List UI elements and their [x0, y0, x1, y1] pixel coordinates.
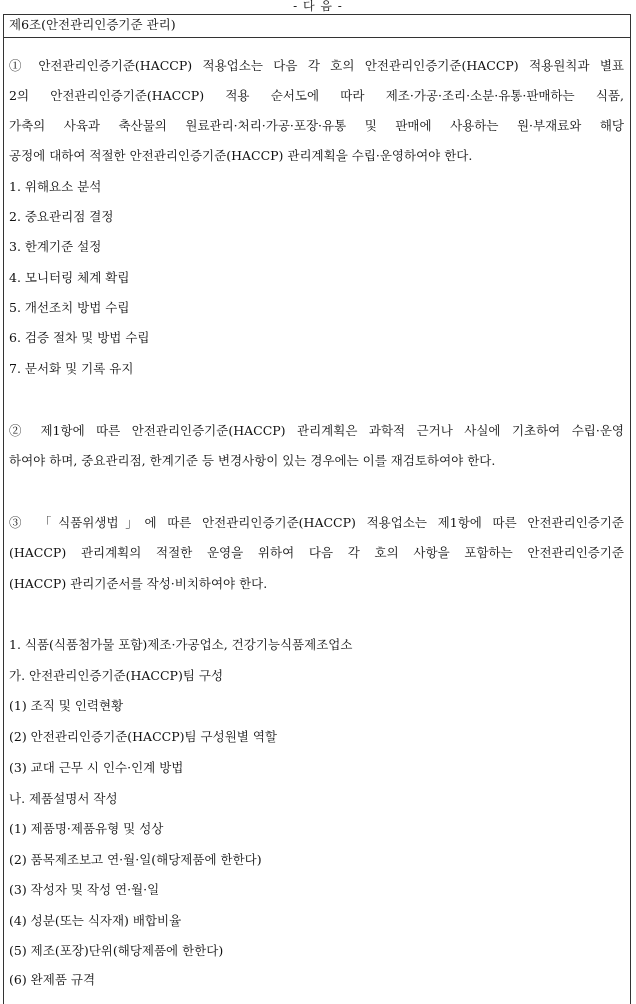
principle-item-2: 2. 중요관리점 결정	[9, 209, 114, 224]
list-item: 1. 식품(식품첨가물 포함)제조·가공업소, 건강기능식품제조업소	[9, 637, 353, 652]
list-item: (4) 성분(또는 식자재) 배합비율	[9, 913, 182, 928]
page-header: - 다 음 -	[293, 0, 343, 13]
list-item: (3) 교대 근무 시 인수·인계 방법	[9, 760, 184, 775]
list-item: 가. 안전관리인증기준(HACCP)팀 구성	[9, 668, 224, 683]
title-divider	[4, 37, 630, 38]
list-item: (1) 조직 및 인력현황	[9, 698, 124, 713]
para3-line-2: (HACCP) 관리계획의 적절한 운영을 위하여 다음 각 호의 사항을 포함하는 안전관리인증기준	[9, 545, 624, 560]
list-item: (2) 품목제조보고 연·월·일(해당제품에 한한다)	[9, 852, 262, 867]
principle-item-4: 4. 모니터링 체계 확립	[9, 270, 130, 285]
list-item: (5) 제조(포장)단위(해당제품에 한한다)	[9, 943, 224, 958]
article-title: 제6조(안전관리인증기준 관리)	[9, 17, 176, 32]
principle-item-1: 1. 위해요소 분석	[9, 179, 102, 194]
list-item: (2) 안전관리인증기준(HACCP)팀 구성원별 역할	[9, 729, 277, 744]
para1-line-3: 가축의 사육과 축산물의 원료관리·처리·가공·포장·유통 및 판매에 사용하는 원·부재료와 해당	[9, 118, 624, 133]
para1-line-4: 공정에 대하여 적절한 안전관리인증기준(HACCP) 관리계획을 수립·운영하여야 한다.	[9, 148, 473, 163]
para1-line-1: ① 안전관리인증기준(HACCP) 적용업소는 다음 각 호의 안전관리인증기준(HACCP) 적용원칙과 별표	[9, 58, 624, 73]
list-item: (1) 제품명·제품유형 및 성상	[9, 821, 164, 836]
principle-item-5: 5. 개선조치 방법 수립	[9, 300, 130, 315]
para1-line-2: 2의 안전관리인증기준(HACCP) 적용 순서도에 따라 제조·가공·조리·소분·유통·판매하는 식품,	[9, 88, 624, 103]
principle-item-3: 3. 한계기준 설정	[9, 239, 102, 254]
list-item: 나. 제품설명서 작성	[9, 791, 118, 806]
list-item: (3) 작성자 및 작성 연·월·일	[9, 882, 160, 897]
document-box	[3, 14, 631, 1004]
principle-item-7: 7. 문서화 및 기록 유지	[9, 361, 134, 376]
para3-line-1: ③ 「식품위생법」에 따른 안전관리인증기준(HACCP) 적용업소는 제1항에 따른 안전관리인증기준	[9, 515, 624, 530]
list-item: (6) 완제품 규격	[9, 972, 96, 987]
para3-line-3: (HACCP) 관리기준서를 작성·비치하여야 한다.	[9, 576, 268, 591]
para2-line-1: ② 제1항에 따른 안전관리인증기준(HACCP) 관리계획은 과학적 근거나 사실에 기초하여 수립·운영	[9, 423, 624, 438]
para2-line-2: 하여야 하며, 중요관리점, 한계기준 등 변경사항이 있는 경우에는 이를 재검토하여야 한다.	[9, 453, 496, 468]
principle-item-6: 6. 검증 절차 및 방법 수립	[9, 330, 150, 345]
